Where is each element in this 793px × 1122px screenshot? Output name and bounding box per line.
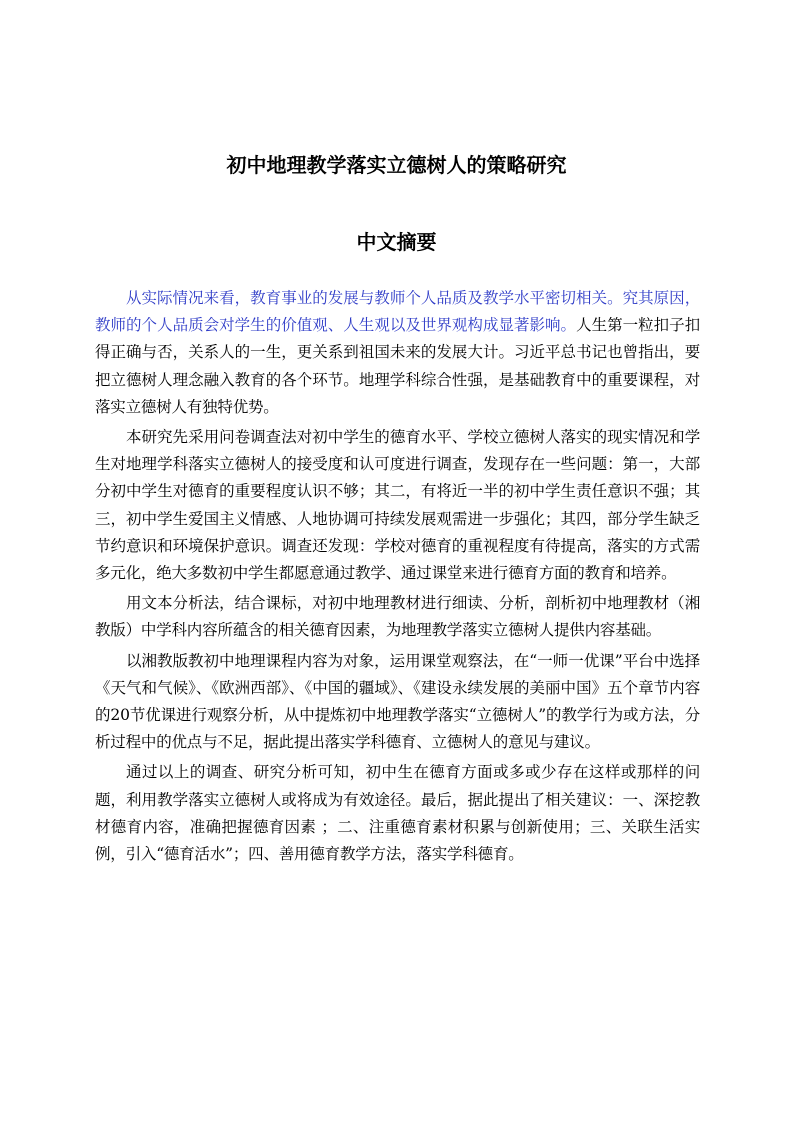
abstract-paragraph-2: [95, 424, 700, 587]
abstract-paragraph-1: [95, 285, 700, 421]
abstract-body: [95, 285, 700, 871]
abstract-paragraph-4: [95, 648, 700, 757]
paragraph-text: 本研究先采用问卷调查法对初中学生的德育水平、学校立德树人落实的现实情况和学生对地理学科落实立德树人的接受度和认可度进行调查，发现存在一些问题：第一，大部分初中学生对德育的重要程度认识不够；其二，有将近一半的初中学生责任意识不强；其三，初中学生爱国主义情感、人地协调可持续发展观需进一步强化；其四，部分学生缺乏节约意识和环境保护意识。调查还发现：学校对德育的重视程度有待提高，落实的方式需多元化，绝大多数初中学生都愿意通过教学、通过课堂来进行德育方面的教育和培养。: [95, 428, 700, 583]
highlighted-text: 从实际情况来看，教育事业的发展与教师个人品质及教学水平密切相关。究其原因，教师的个人品质会对学生的价值观、人生观以及世界观构成显著影响。: [95, 289, 700, 335]
paragraph-text: 人生第一粒扣子扣得正确与否，关系人的一生，更关系到祖国未来的发展大计。习近平总书记也曾指出，要把立德树人理念融入教育的各个环节。地理学科综合性强，是基础教育中的重要课程，对落实立德树人有独特优势。: [95, 316, 700, 416]
abstract-paragraph-5: [95, 759, 700, 868]
abstract-paragraph-3: [95, 590, 700, 644]
paragraph-text: 用文本分析法，结合课标，对初中地理教材进行细读、分析，剖析初中地理教材（湘教版）中学科内容所蕴含的相关德育因素，为地理教学落实立德树人提供内容基础。: [95, 594, 700, 640]
paragraph-text: 通过以上的调查、研究分析可知，初中生在德育方面或多或少存在这样或那样的问题，利用教学落实立德树人或将成为有效途径。最后，据此提出了相关建议：一、深挖教材德育内容，准确把握德育因素 ；二、注重德育素材积累与创新使用；三、关联生活实例，引入“德育活水”；四、善用德育教学方法，落实学科德育。: [95, 763, 700, 864]
section-heading: 中文摘要: [356, 230, 437, 254]
page-title: 初中地理教学落实立德树人的策略研究: [226, 153, 567, 177]
paragraph-text: 以湘教版教初中地理课程内容为对象，运用课堂观察法，在“一师一优课”平台中选择《天气和气候》、《欧洲西部》、《中国的疆域》、《建设永续发展的美丽中国》五个章节内容的20节优课进行观察分析，从中提炼初中地理教学落实“立德树人”的教学行为或方法，分析过程中的优点与不足，据此提出落实学科德育、立德树人的意见与建议。: [95, 651, 700, 752]
